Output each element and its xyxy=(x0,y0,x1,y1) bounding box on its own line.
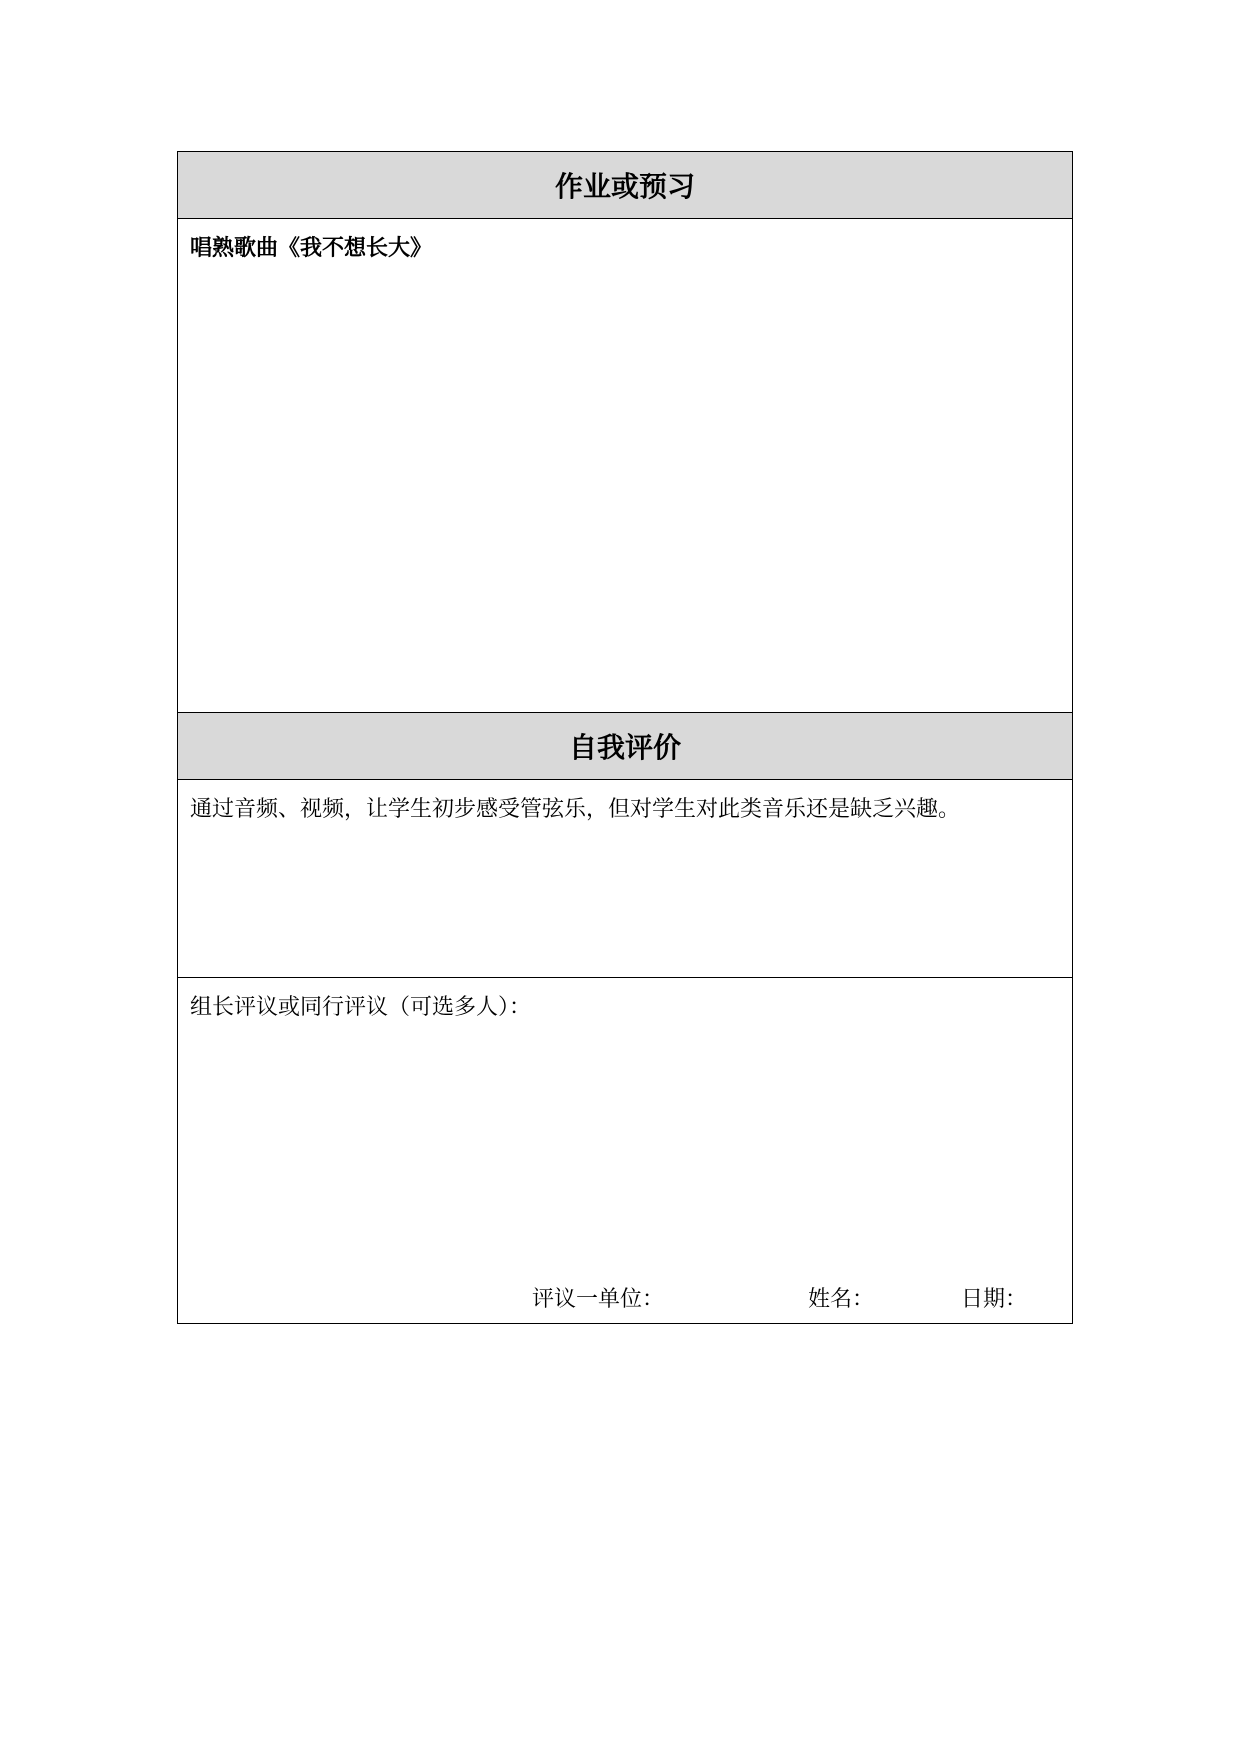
review-unit-label: 评议一单位： xyxy=(532,1287,665,1312)
lesson-form-table xyxy=(177,151,1073,1324)
review-cell xyxy=(178,978,1072,1323)
self-evaluation-header xyxy=(178,713,1072,780)
homework-header xyxy=(178,152,1072,219)
self-evaluation-content-text: 通过音频、视频，让学生初步感受管弦乐，但对学生对此类音乐还是缺乏兴趣。 xyxy=(190,797,961,822)
review-prompt-text: 组长评议或同行评议（可选多人）： xyxy=(190,995,532,1020)
review-name-label: 姓名： xyxy=(808,1287,875,1312)
review-date-label: 日期： xyxy=(961,1287,1028,1312)
self-evaluation-content-cell xyxy=(178,780,1072,978)
homework-content-text: 唱熟歌曲《我不想长大》 xyxy=(190,236,433,261)
homework-header-text: 作业或预习 xyxy=(554,170,695,203)
homework-content-cell xyxy=(178,219,1072,713)
self-evaluation-header-text: 自我评价 xyxy=(568,731,681,764)
